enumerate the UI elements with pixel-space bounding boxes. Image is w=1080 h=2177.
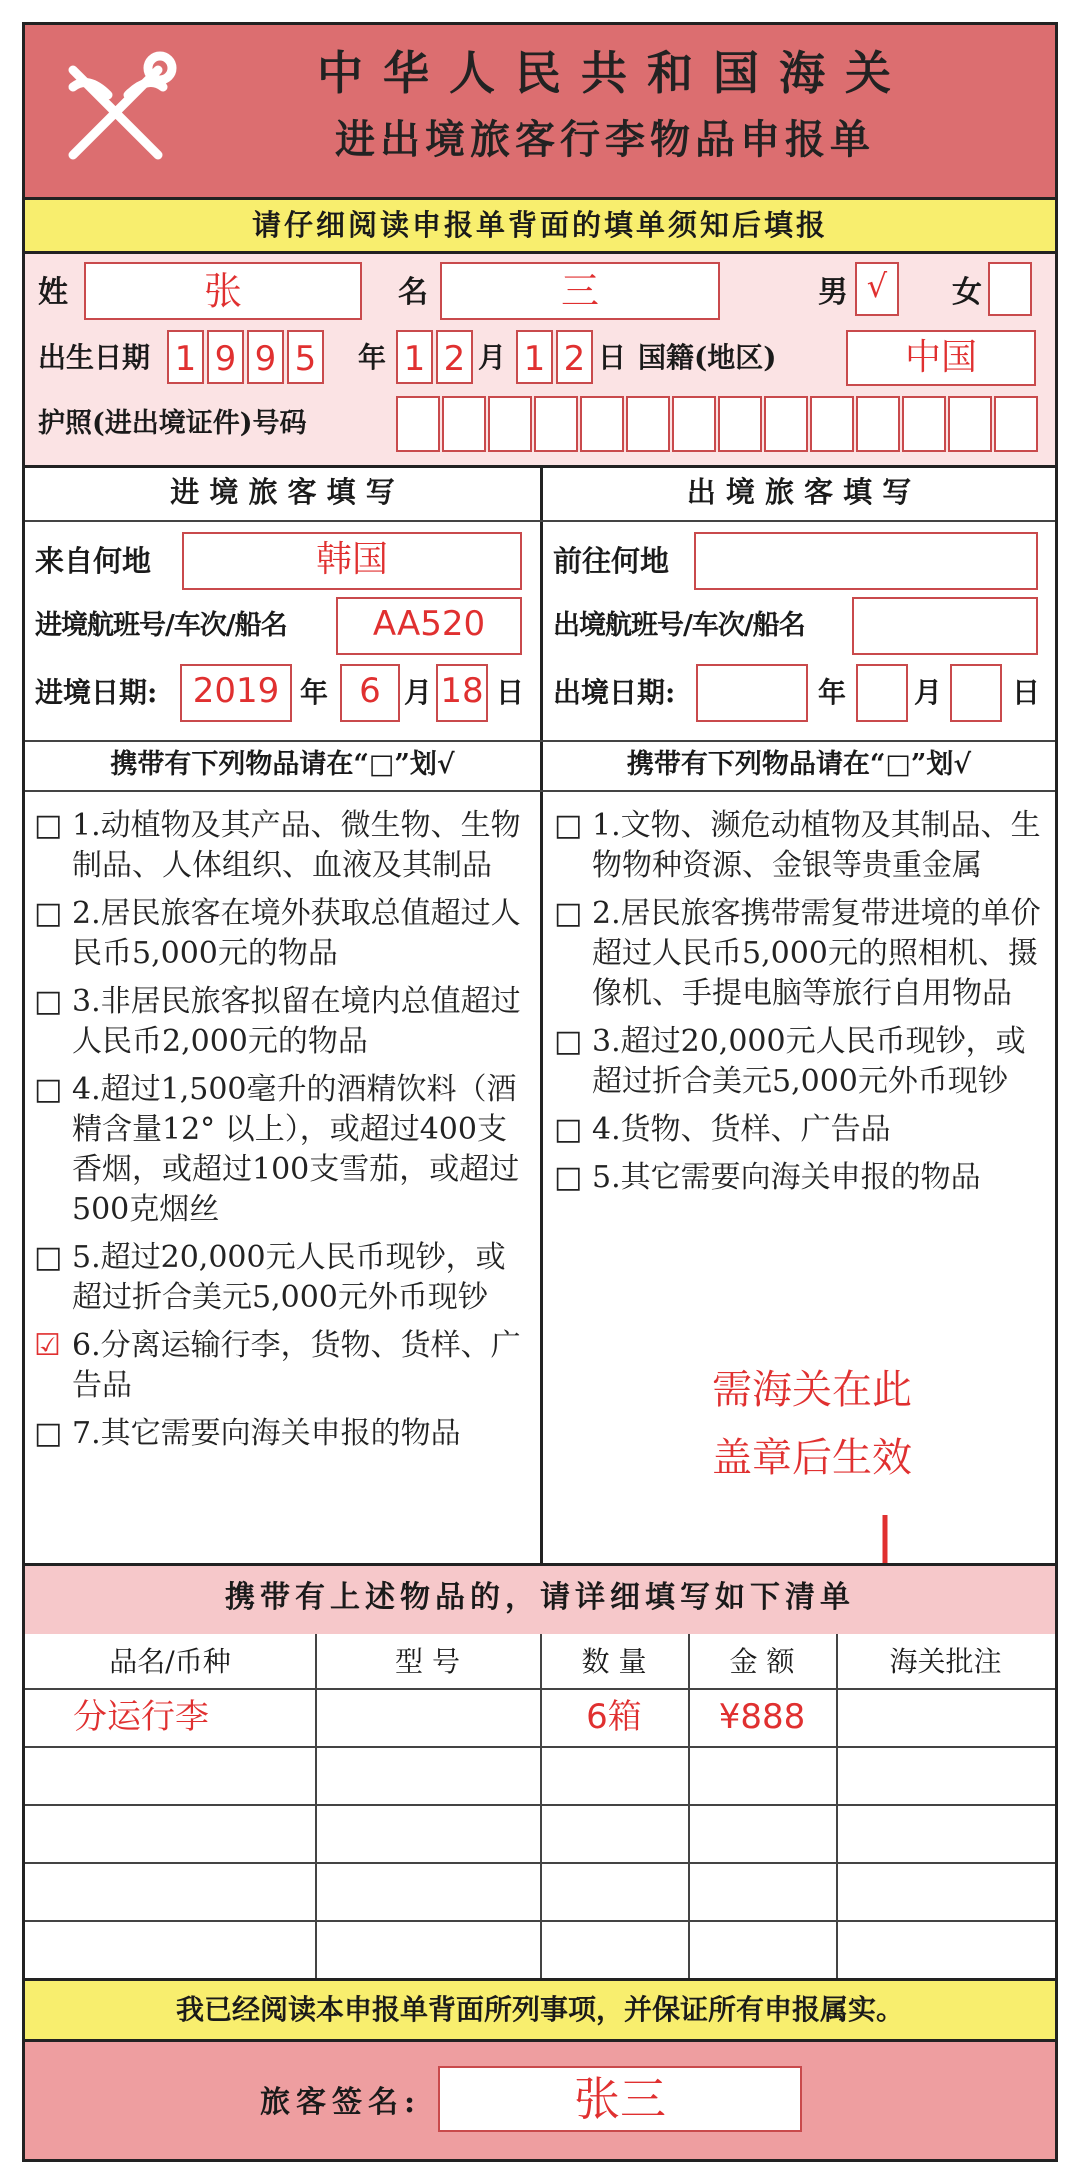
- signature-value: 张三: [574, 2072, 666, 2126]
- exit-checklist: [552, 806, 1042, 1206]
- passport-digit-cell[interactable]: [488, 396, 532, 452]
- exit-section-title: 出 境 旅 客 填 写: [686, 475, 912, 509]
- exit-date-label: 出境日期:: [553, 676, 676, 709]
- passport-digit-cell[interactable]: [626, 396, 670, 452]
- dob-label: 出生日期: [38, 341, 151, 374]
- male-label: 男: [818, 275, 848, 310]
- exit-item-checkbox: □: [554, 808, 583, 843]
- entry-item-checkbox: □: [34, 1072, 63, 1107]
- declaration-text: 我已经阅读本申报单背面所列事项，并保证所有申报属实。: [175, 1993, 904, 2026]
- exit-month-label: 月: [914, 676, 943, 709]
- exit-item-5[interactable]: □ 5.其它需要向海关申报的物品: [552, 1158, 1042, 1198]
- entry-item-4[interactable]: □ 4.超过1,500毫升的酒精饮料（酒精含量12° 以上），或超过400支香烟，或超过100支雪茄，或超过500克烟丝: [34, 1072, 520, 1227]
- stamp-note-line1: 需海关在此: [712, 1367, 912, 1413]
- goods-col-customs-note-header: 海关批注: [889, 1645, 1002, 1678]
- goods-col-model-header: 型 号: [395, 1645, 460, 1678]
- entry-date-label: 进境日期:: [35, 676, 158, 709]
- goods-amount-cell[interactable]: ¥888: [718, 1697, 806, 1737]
- passport-digit-cell[interactable]: [672, 396, 716, 452]
- entry-item-checkbox: □: [34, 984, 63, 1019]
- passport-label: 护照(进出境证件)号码: [38, 408, 307, 439]
- goods-col-name-header: 品名/币种: [109, 1645, 231, 1678]
- entry-year-value: 2019: [192, 671, 280, 711]
- passport-digit-cell[interactable]: [718, 396, 762, 452]
- to-field[interactable]: [694, 532, 1038, 590]
- entry-item-checkbox: □: [34, 896, 63, 931]
- entry-flight-value: AA520: [372, 604, 486, 644]
- entry-day-value: 18: [440, 671, 484, 711]
- exit-item-checkbox: □: [554, 1112, 583, 1147]
- entry-item-1[interactable]: □ 1.动植物及其产品、微生物、生物制品、人体组织、血液及其制品: [34, 808, 521, 883]
- goods-col-amount-header: 金 额: [729, 1645, 795, 1678]
- surname-value: 张: [203, 269, 242, 313]
- entry-item-5[interactable]: □ 5.超过20,000元人民币现钞，或超过折合美元5,000元外币现钞: [34, 1240, 506, 1315]
- given-name-label: 名: [398, 275, 428, 310]
- passport-digit-cell[interactable]: [856, 396, 900, 452]
- goods-col-divider: [315, 1634, 317, 1978]
- goods-col-divider: [836, 1634, 838, 1978]
- to-label: 前往何地: [553, 544, 670, 578]
- from-label: 来自何地: [35, 544, 152, 578]
- dob-day-digit[interactable]: 2: [556, 330, 593, 384]
- exit-item-checkbox: □: [554, 1160, 583, 1195]
- dob-day-label: 日: [598, 341, 627, 374]
- passport-digit-cell[interactable]: [534, 396, 578, 452]
- given-name-value: 三: [560, 269, 599, 313]
- exit-flight-field[interactable]: [852, 597, 1038, 655]
- exit-item-checkbox: □: [554, 1024, 583, 1059]
- stamp-note-line2: 盖章后生效: [712, 1435, 912, 1481]
- customs-emblem-icon: [48, 40, 188, 180]
- passport-digit-cell[interactable]: [810, 396, 854, 452]
- dob-year-digit[interactable]: 9: [207, 330, 244, 384]
- goods-name-cell[interactable]: 分运行李: [73, 1697, 209, 1737]
- exit-day-field[interactable]: [950, 664, 1002, 722]
- passport-digit-cell[interactable]: [994, 396, 1038, 452]
- exit-day-label: 日: [1012, 676, 1041, 709]
- passport-digit-cell[interactable]: [580, 396, 624, 452]
- entry-item-2[interactable]: □ 2.居民旅客在境外获取总值超过人民币5,000元的物品: [34, 896, 521, 971]
- goods-col-divider: [688, 1634, 690, 1978]
- passport-digit-cell[interactable]: [902, 396, 946, 452]
- form-title: 中 华 人 民 共 和 国 海 关: [316, 46, 894, 100]
- entry-month-label: 月: [404, 676, 433, 709]
- dob-day-digit[interactable]: 1: [516, 330, 553, 384]
- dob-year-label: 年: [358, 341, 387, 374]
- dob-year-digit[interactable]: 1: [167, 330, 204, 384]
- nationality-value: 中国: [904, 337, 977, 378]
- exit-year-field[interactable]: [696, 664, 808, 722]
- entry-year-label: 年: [300, 676, 329, 709]
- passport-digit-cell[interactable]: [764, 396, 808, 452]
- goods-qty-cell[interactable]: 6箱: [586, 1697, 642, 1737]
- form-subtitle: 进出境旅客行李物品申报单: [335, 116, 875, 163]
- exit-flight-label: 出境航班号/车次/船名: [553, 610, 805, 641]
- exit-item-1[interactable]: □ 1.文物、濒危动植物及其制品、生物物种资源、金银等贵重金属: [554, 808, 1041, 883]
- exit-year-label: 年: [818, 676, 847, 709]
- entry-item-6[interactable]: ☑ 6.分离运输行李，货物、货样、广告品: [34, 1328, 521, 1403]
- exit-item-checkbox: □: [554, 896, 583, 931]
- dob-month-label: 月: [478, 341, 507, 374]
- entry-item-checkbox-checked: ☑: [34, 1328, 61, 1363]
- dob-month-digit[interactable]: 1: [396, 330, 433, 384]
- exit-check-header: 携带有下列物品请在“□”划√: [626, 749, 972, 780]
- entry-item-7[interactable]: □ 7.其它需要向海关申报的物品: [32, 1414, 522, 1454]
- exit-month-field[interactable]: [856, 664, 908, 722]
- goods-header: 携带有上述物品的，请详细填写如下清单: [225, 1580, 855, 1615]
- goods-col-qty-header: 数 量: [581, 1645, 647, 1678]
- female-label: 女: [952, 275, 982, 310]
- from-value: 韩国: [315, 539, 388, 580]
- entry-item-3[interactable]: □ 3.非居民旅客拟留在境内总值超过人民币2,000元的物品: [34, 984, 521, 1059]
- nationality-label: 国籍(地区): [638, 341, 777, 374]
- entry-day-label: 日: [496, 676, 525, 709]
- dob-year-digit[interactable]: 5: [287, 330, 324, 384]
- passport-digit-cell[interactable]: [396, 396, 440, 452]
- exit-item-4[interactable]: □ 4.货物、货样、广告品: [552, 1110, 1042, 1150]
- entry-item-checkbox: □: [34, 1240, 63, 1275]
- signature-label: 旅客签名:: [260, 2085, 422, 2120]
- entry-item-checkbox: □: [34, 1416, 63, 1451]
- female-checkbox[interactable]: [988, 262, 1032, 316]
- entry-month-value: 6: [359, 671, 381, 711]
- goods-col-divider: [540, 1634, 542, 1978]
- exit-item-3[interactable]: □ 3.超过20,000元人民币现钞，或超过折合美元5,000元外币现钞: [554, 1024, 1026, 1099]
- dob-month-digit[interactable]: 2: [436, 330, 473, 384]
- entry-item-checkbox: □: [34, 808, 63, 843]
- notice-text: 请仔细阅读申报单背面的填单须知后填报: [251, 208, 828, 242]
- passport-digit-cell[interactable]: [442, 396, 486, 452]
- entry-checklist: [32, 806, 522, 1462]
- exit-item-2[interactable]: □ 2.居民旅客携带需复带进境的单价超过人民币5,000元的照相机、摄像机、手提电脑等旅行自用物品: [554, 896, 1041, 1011]
- entry-flight-label: 进境航班号/车次/船名: [35, 610, 287, 641]
- entry-section-title: 进 境 旅 客 填 写: [170, 475, 395, 509]
- dob-year-digit[interactable]: 9: [247, 330, 284, 384]
- passport-digit-cell[interactable]: [948, 396, 992, 452]
- surname-label: 姓: [38, 275, 68, 310]
- entry-check-header: 携带有下列物品请在“□”划√: [110, 749, 455, 780]
- male-check-mark: √: [866, 267, 888, 305]
